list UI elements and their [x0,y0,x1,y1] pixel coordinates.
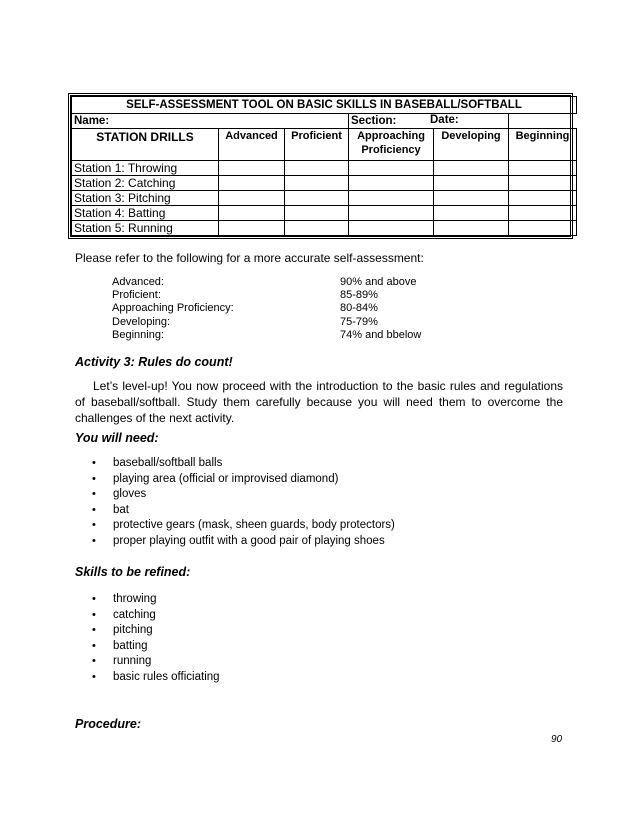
bullet-icon: • [92,608,96,621]
rating-cell[interactable] [285,161,349,176]
rating-cell[interactable] [509,206,577,221]
header-advanced: Advanced [219,129,285,161]
skills-list [91,592,220,685]
criteria-label: Beginning: [112,329,164,341]
criteria-label: Proficient: [112,289,161,301]
header-beginning: Beginning [509,129,577,161]
bullet-icon: • [92,534,96,547]
rating-cell[interactable] [509,161,577,176]
list-item: • gloves [91,487,395,503]
activity-paragraph: Let’s level-up! You now proceed with the introduction to the basic rules and regulations of baseball/softball. Study them carefully because you will need them to overcome the challenges of the next activity. [75,379,563,425]
bullet-icon: • [92,639,96,652]
rating-cell[interactable] [219,176,285,191]
rating-cell[interactable] [434,176,509,191]
rating-cell[interactable] [509,176,577,191]
rating-cell[interactable] [349,176,434,191]
rating-cell[interactable] [219,161,285,176]
list-item: • pitching [91,623,220,639]
criteria-value: 85-89% [340,289,378,301]
rating-cell[interactable] [285,221,349,236]
bullet-icon: • [92,503,96,516]
rating-cell[interactable] [349,161,434,176]
bullet-icon: • [92,457,96,469]
header-approaching-line1: Approaching [357,130,425,142]
list-item: • basic rules officiating [91,670,220,686]
header-approaching-line2: Proficiency [361,144,421,156]
rating-cell[interactable] [434,161,509,176]
date-label: Date: [430,114,459,126]
table-title: SELF-ASSESSMENT TOOL ON BASIC SKILLS IN BASEBALL/SOFTBALL [72,97,577,114]
table-row [72,176,577,191]
list-item: • catching [91,608,220,624]
list-item: • bat [91,503,395,519]
rating-cell[interactable] [349,206,434,221]
criteria-value: 90% and above [340,276,417,288]
criteria-label: Approaching Proficiency: [112,302,234,314]
station-label: Station 4: Batting [72,206,219,221]
bullet-icon: • [92,472,96,485]
rating-cell[interactable] [219,206,285,221]
rating-cell[interactable] [219,191,285,206]
activity-title: Activity 3: Rules do count! [75,355,233,369]
bullet-icon: • [92,593,96,605]
criteria-value: 80-84% [340,302,378,314]
list-item: • batting [91,639,220,655]
rating-cell[interactable] [509,221,577,236]
header-proficient: Proficient [285,129,349,161]
table-row [72,221,577,236]
self-assessment-table [68,93,573,239]
name-label: Name: [72,114,349,129]
need-list [91,456,395,549]
procedure-title: Procedure: [75,717,141,731]
bullet-icon: • [92,488,96,500]
bullet-icon: • [92,624,96,636]
list-item: • running [91,654,220,670]
criteria-label: Advanced: [112,276,164,288]
rating-cell[interactable] [509,191,577,206]
refer-text: Please refer to the following for a more accurate self-assessment: [75,251,424,265]
criteria-value: 74% and bbelow [340,329,422,341]
table-row [72,206,577,221]
criteria-label: Developing: [112,316,171,328]
bullet-icon: • [92,519,96,531]
rating-cell[interactable] [285,206,349,221]
rating-cell[interactable] [349,221,434,236]
rating-cell[interactable] [434,206,509,221]
rating-cell[interactable] [285,191,349,206]
bullet-icon: • [92,655,96,667]
bullet-icon: • [92,670,96,683]
table-row [72,191,577,206]
list-item: • baseball/softball balls [91,456,395,472]
section-label: Section: [349,114,434,129]
rating-cell[interactable] [349,191,434,206]
header-station-drills: STATION DRILLS [72,129,219,161]
station-label: Station 2: Catching [72,176,219,191]
station-label: Station 3: Pitching [72,191,219,206]
station-label: Station 5: Running [72,221,219,236]
header-approaching-proficiency [349,129,434,161]
need-title: You will need: [75,431,159,445]
header-developing: Developing [434,129,509,161]
rating-cell[interactable] [285,176,349,191]
rating-cell[interactable] [219,221,285,236]
station-label: Station 1: Throwing [72,161,219,176]
page-number: 90 [551,734,563,745]
rating-cell[interactable] [434,221,509,236]
list-item: • proper playing outfit with a good pair of playing shoes [91,534,395,550]
table-row [72,161,577,176]
list-item: • throwing [91,592,220,608]
criteria-value: 75-79% [340,316,378,328]
rating-cell[interactable] [434,191,509,206]
skills-title: Skills to be refined: [75,565,191,579]
list-item: • protective gears (mask, sheen guards, body protectors) [91,518,395,534]
list-item: • playing area (official or improvised diamond) [91,472,395,488]
